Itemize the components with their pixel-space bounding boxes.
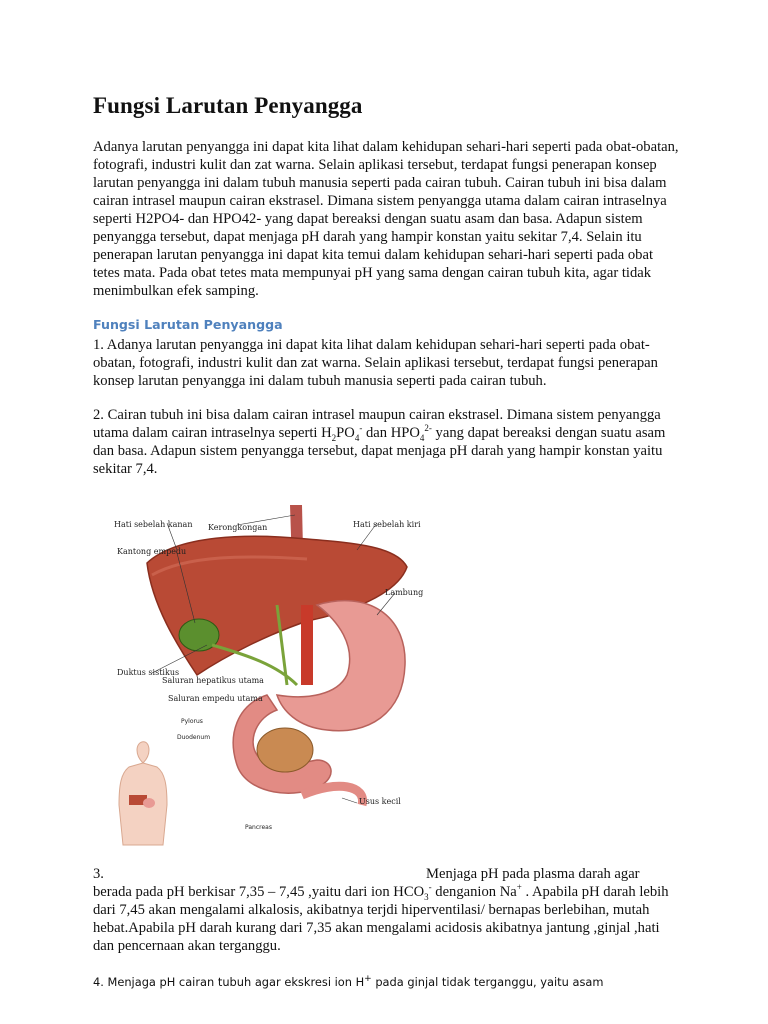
point-4-paragraph: 4. Menjaga pH cairan tubuh agar ekskresi ion H+ pada ginjal tidak terganggu, yaitu asam: [93, 974, 604, 989]
intro-paragraph: Adanya larutan penyangga ini dapat kita lihat dalam kehidupan sehari-hari seperti pada obat-obatan, fotografi, industri kulit dan zat warna. Selain aplikasi tersebut, terdapat fungsi penerapan konsep larutan penyangga ini dalam tubuh manusia seperti pada cairan tubuh. Cairan tubuh ini bisa dalam cairan intrasel maupun cairan ekstrasel. Dimana sistem penyangga utama dalam cairan intraselnya seperti H2PO4- dan HPO42- yang dapat bereaksi dengan suatu asam dan basa. Adapun sistem penyangga tersebut, dapat menjaga pH darah yang hampir konstan yaitu sekitar 7,4. Selain itu penerapan larutan penyangga ini dapat kita temui dalam kehidupan sehari-hari seperti pada obat tetes mata. Pada obat tetes mata mempunyai pH yang sama dengan cairan tubuh kita, agar tidak menimbulkan efek samping.: [93, 139, 679, 299]
digestive-organs-illustration: [107, 495, 423, 873]
point-1-paragraph: 1. Adanya larutan penyangga ini dapat kita lihat dalam kehidupan sehari-hari seperti pada obat-obatan, fotografi, industri kulit dan zat warna. Selain aplikasi tersebut, terdapat fungsi penerapan konsep larutan penyangga ini dalam tubuh manusia seperti pada cairan tubuh.: [93, 337, 658, 389]
point-3-paragraph: berada pada pH berkisar 7,35 – 7,45 ,yaitu dari ion $HCO_3^-$ denganion Na+ . Apabila pH darah lebih dari 7,45 akan mengalami alkalosis, akibatnya terjdi hiperventilasi/ bernapas berlebihan, mutah hebat.Apabila pH darah kurang dari 7,35 akan mengalami acidosis akibatnya jantung ,ginjal ,hati dan pencernaan akan terganggu.: [93, 882, 669, 954]
label-hati-kiri: Hati sebelah kiri: [353, 520, 421, 529]
label-pancreas: Pancreas: [245, 824, 272, 831]
label-duodenum: Duodenum: [177, 734, 211, 741]
label-saluran-empedu: Saluran empedu utama: [168, 694, 263, 703]
page-title: Fungsi Larutan Penyangga: [93, 93, 363, 118]
label-usus-kecil: Usus kecil: [359, 797, 401, 806]
section-heading: Fungsi Larutan Penyangga: [93, 317, 283, 332]
point-2-paragraph: 2. Cairan tubuh ini bisa dalam cairan intrasel maupun cairan ekstrasel. Dimana sistem penyangga utama dalam cairan intraselnya seperti $H_2PO_4^-$ dan $HPO_4^{2-}$ yang dapat bereaksi dengan suatu asam dan basa. Adapun sistem penyangga tersebut, dapat menjaga pH darah yang hampir konstan yaitu sekitar 7,4.: [93, 407, 666, 477]
label-pylorus: Pylorus: [181, 718, 203, 725]
point-3-number: 3.: [93, 866, 104, 882]
label-kantong-empedu: Kantong empedu: [117, 547, 187, 556]
label-saluran-hepatikus: Saluran hepatikus utama: [162, 676, 264, 685]
label-kerongkongan: Kerongkongan: [208, 523, 268, 532]
point-3-first-line: Menjaga pH pada plasma darah agar: [426, 866, 640, 882]
label-duktus-sistikus: Duktus sistikus: [117, 668, 180, 677]
label-lambung: Lambung: [385, 588, 424, 597]
label-hati-kanan: Hati sebelah kanan: [114, 520, 193, 529]
